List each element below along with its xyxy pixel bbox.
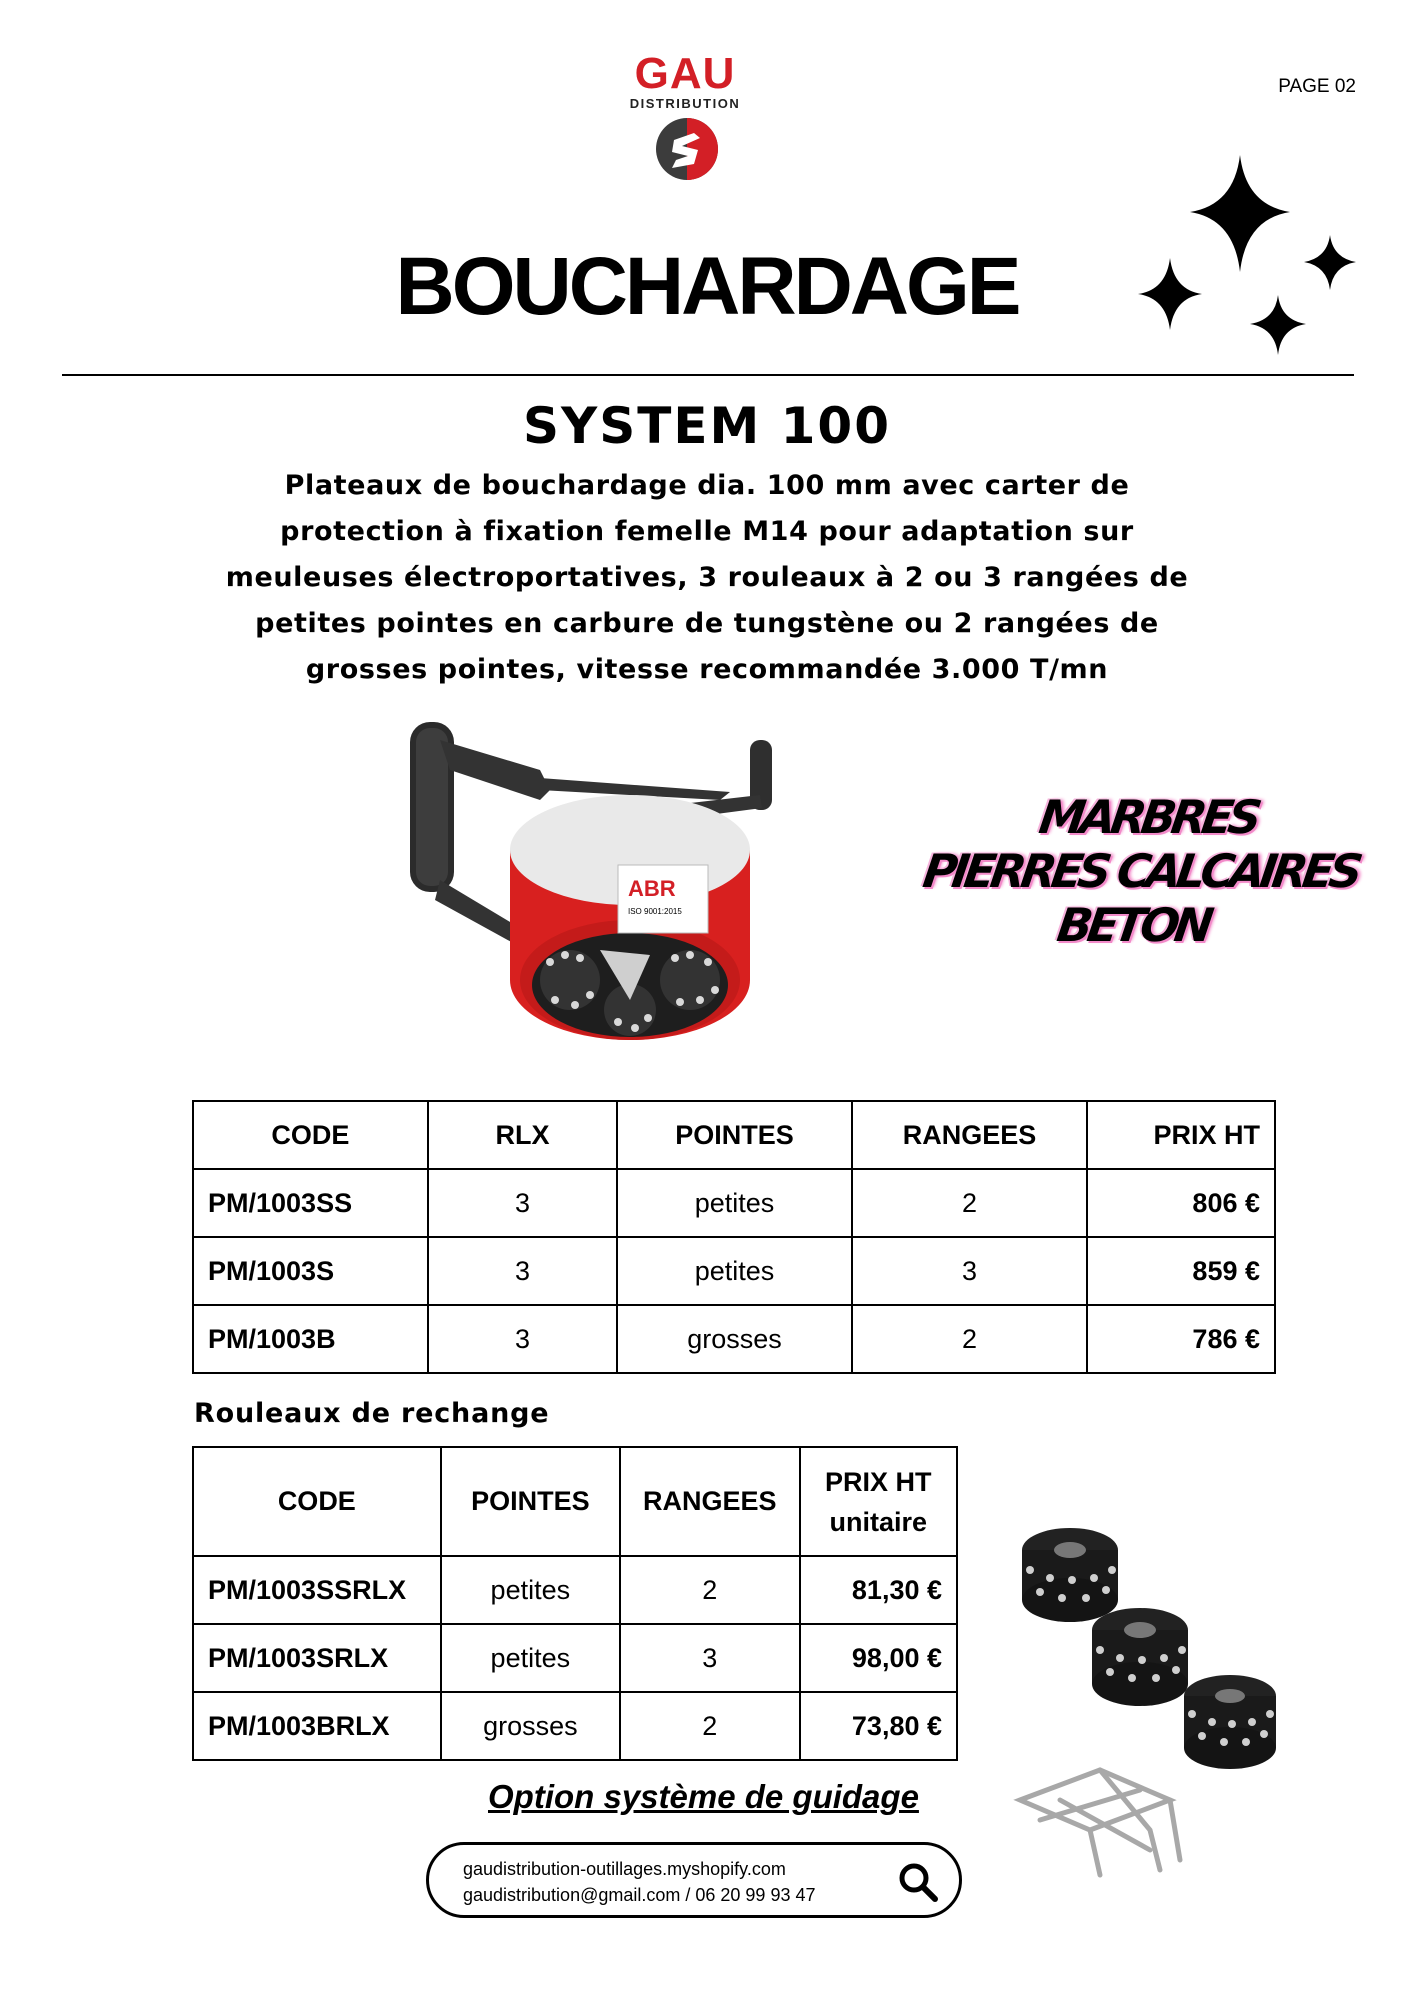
column-header: RANGEES — [620, 1447, 800, 1556]
tool-label-text: ABR — [628, 876, 676, 901]
description-line: petites pointes en carbure de tungstène ou 2 rangées de — [255, 608, 1159, 639]
rows-count: 2 — [852, 1305, 1088, 1373]
material-item: BETON — [1053, 898, 1213, 952]
roller-item — [1092, 1608, 1188, 1706]
column-header: POINTES — [617, 1101, 852, 1169]
rollers-count: 3 — [428, 1169, 617, 1237]
contact-box — [426, 1842, 962, 1918]
divider — [62, 374, 1354, 376]
guide-frame-item — [1020, 1770, 1180, 1875]
logo-brand-text: GAU — [634, 49, 736, 98]
search-icon[interactable] — [897, 1861, 939, 1903]
points-type: petites — [441, 1556, 620, 1624]
logo-sub-text: DISTRIBUTION — [629, 96, 741, 111]
brand-logo — [610, 49, 760, 182]
rollers-count: 3 — [428, 1237, 617, 1305]
table-row — [193, 1169, 1275, 1237]
points-type: petites — [441, 1624, 620, 1692]
price: 98,00 € — [800, 1624, 957, 1692]
price: 81,30 € — [800, 1556, 957, 1624]
roller-item — [1184, 1675, 1276, 1769]
email-phone-text: gaudistribution@gmail.com / 06 20 99 93 47 — [463, 1885, 816, 1905]
rows-count: 3 — [620, 1624, 800, 1692]
page-title: BOUCHARDAGE — [395, 241, 1019, 332]
roller-item — [1022, 1528, 1118, 1622]
price: 859 € — [1087, 1237, 1275, 1305]
price: 786 € — [1087, 1305, 1275, 1373]
spare-rollers-table — [192, 1446, 958, 1761]
tool-cert-text: ISO 9001:2015 — [628, 907, 682, 916]
product-title: SYSTEM 100 — [522, 397, 892, 455]
column-header — [800, 1447, 957, 1556]
material-item: PIERRES CALCAIRES — [919, 844, 1362, 898]
rows-count: 3 — [852, 1237, 1088, 1305]
material-item: MARBRES — [1035, 790, 1261, 844]
column-header: RANGEES — [852, 1101, 1088, 1169]
product-code: PM/1003SRLX — [193, 1624, 441, 1692]
materials-list — [868, 790, 1412, 960]
table-row — [193, 1237, 1275, 1305]
table-row — [193, 1556, 957, 1624]
table-row — [193, 1305, 1275, 1373]
column-header: CODE — [193, 1101, 428, 1169]
price: 806 € — [1087, 1169, 1275, 1237]
points-type: petites — [617, 1237, 852, 1305]
rows-count: 2 — [620, 1692, 800, 1760]
product-table — [192, 1100, 1276, 1374]
description-line: Plateaux de bouchardage dia. 100 mm avec carter de — [284, 470, 1130, 501]
table-row — [193, 1692, 957, 1760]
points-type: grosses — [617, 1305, 852, 1373]
description-line: meuleuses électroportatives, 3 rouleaux à 2 ou 3 rangées de — [225, 562, 1189, 593]
logo-emblem-icon — [654, 116, 720, 182]
description-line: protection à fixation femelle M14 pour adaptation sur — [280, 516, 1134, 547]
product-code: PM/1003SSRLX — [193, 1556, 441, 1624]
column-header-line: PRIX HT — [825, 1466, 932, 1497]
points-type: grosses — [441, 1692, 620, 1760]
website-link[interactable]: gaudistribution-outillages.myshopify.com — [463, 1859, 786, 1879]
product-description — [120, 463, 1294, 693]
points-type: petites — [617, 1169, 852, 1237]
product-code: PM/1003B — [193, 1305, 428, 1373]
column-header: POINTES — [441, 1447, 620, 1556]
column-header: CODE — [193, 1447, 441, 1556]
product-code: PM/1003BRLX — [193, 1692, 441, 1760]
column-header: RLX — [428, 1101, 617, 1169]
table-header-row — [193, 1101, 1275, 1169]
column-header: PRIX HT — [1087, 1101, 1275, 1169]
product-code: PM/1003S — [193, 1237, 428, 1305]
page-number: PAGE 02 — [1278, 76, 1356, 97]
description-line: grosses pointes, vitesse recommandée 3.000 T/mn — [305, 654, 1109, 685]
spare-rollers-image — [1000, 1500, 1320, 1880]
rollers-count: 3 — [428, 1305, 617, 1373]
guide-option-text: Option système de guidage — [488, 1778, 919, 1815]
column-header-line: unitaire — [829, 1506, 928, 1537]
table-row — [193, 1624, 957, 1692]
rows-count: 2 — [852, 1169, 1088, 1237]
rows-count: 2 — [620, 1556, 800, 1624]
spare-rollers-title: Rouleaux de rechange — [194, 1398, 550, 1429]
product-code: PM/1003SS — [193, 1169, 428, 1237]
price: 73,80 € — [800, 1692, 957, 1760]
bush-hammer-tool-image — [390, 700, 810, 1070]
table-header-row — [193, 1447, 957, 1556]
